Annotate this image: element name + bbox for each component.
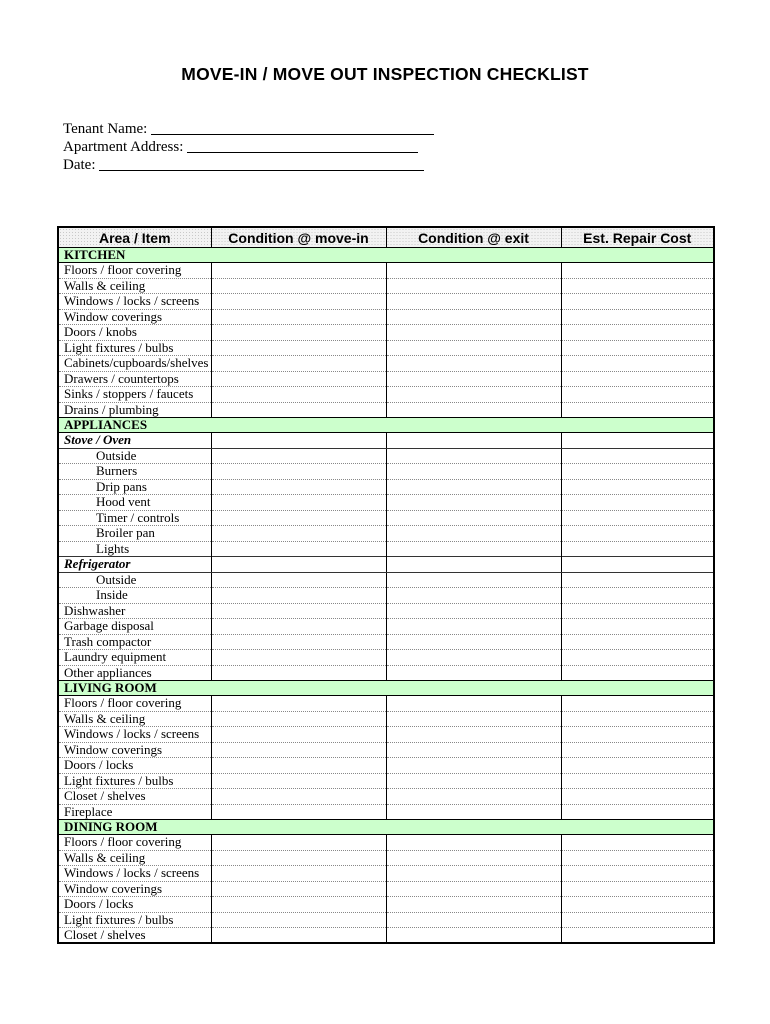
condition-exit-cell[interactable] xyxy=(386,603,561,619)
item-label: Sinks / stoppers / faucets xyxy=(58,387,211,403)
repair-cost-cell[interactable] xyxy=(561,294,714,310)
repair-cost-cell[interactable] xyxy=(561,619,714,635)
item-label: Stove / Oven xyxy=(58,433,211,449)
condition-movein-cell[interactable] xyxy=(211,356,386,372)
repair-cost-cell[interactable] xyxy=(561,464,714,480)
table-row xyxy=(58,278,714,294)
repair-cost-cell[interactable] xyxy=(561,696,714,712)
item-label: Closet / shelves xyxy=(58,928,211,944)
condition-movein-cell[interactable] xyxy=(211,309,386,325)
item-label: Walls & ceiling xyxy=(58,711,211,727)
item-label: Timer / controls xyxy=(58,510,211,526)
item-label: Window coverings xyxy=(58,309,211,325)
table-row xyxy=(58,928,714,944)
item-label: Drawers / countertops xyxy=(58,371,211,387)
condition-exit-cell[interactable] xyxy=(386,711,561,727)
tenant-name-line[interactable] xyxy=(151,122,434,135)
condition-exit-cell[interactable] xyxy=(386,309,561,325)
repair-cost-cell[interactable] xyxy=(561,912,714,928)
condition-exit-cell[interactable] xyxy=(386,773,561,789)
table-row xyxy=(58,789,714,805)
condition-movein-cell[interactable] xyxy=(211,619,386,635)
table-row xyxy=(58,448,714,464)
section-row xyxy=(58,248,714,263)
repair-cost-cell[interactable] xyxy=(561,881,714,897)
condition-exit-cell[interactable] xyxy=(386,928,561,944)
condition-movein-cell[interactable] xyxy=(211,541,386,557)
condition-movein-cell[interactable] xyxy=(211,650,386,666)
section-label: APPLIANCES xyxy=(58,418,714,433)
condition-exit-cell[interactable] xyxy=(386,557,561,573)
condition-exit-cell[interactable] xyxy=(386,572,561,588)
item-label: Doors / locks xyxy=(58,758,211,774)
table-row xyxy=(58,650,714,666)
repair-cost-cell[interactable] xyxy=(561,789,714,805)
repair-cost-cell[interactable] xyxy=(561,634,714,650)
table-row xyxy=(58,696,714,712)
item-label: Trash compactor xyxy=(58,634,211,650)
item-label: Burners xyxy=(58,464,211,480)
repair-cost-cell[interactable] xyxy=(561,541,714,557)
repair-cost-cell[interactable] xyxy=(561,495,714,511)
condition-exit-cell[interactable] xyxy=(386,325,561,341)
condition-movein-cell[interactable] xyxy=(211,479,386,495)
table-row xyxy=(58,325,714,341)
item-label: Walls & ceiling xyxy=(58,278,211,294)
condition-exit-cell[interactable] xyxy=(386,696,561,712)
header-condition-exit: Condition @ exit xyxy=(386,227,561,248)
condition-movein-cell[interactable] xyxy=(211,448,386,464)
repair-cost-cell[interactable] xyxy=(561,650,714,666)
table-row xyxy=(58,340,714,356)
table-row xyxy=(58,758,714,774)
condition-exit-cell[interactable] xyxy=(386,526,561,542)
table-header-row xyxy=(58,227,714,248)
item-label: Windows / locks / screens xyxy=(58,866,211,882)
repair-cost-cell[interactable] xyxy=(561,588,714,604)
table-row xyxy=(58,572,714,588)
table-row xyxy=(58,711,714,727)
table-row xyxy=(58,665,714,681)
repair-cost-cell[interactable] xyxy=(561,928,714,944)
condition-movein-cell[interactable] xyxy=(211,804,386,820)
condition-movein-cell[interactable] xyxy=(211,387,386,403)
table-row xyxy=(58,495,714,511)
tenant-info-form xyxy=(63,120,434,174)
table-row xyxy=(58,742,714,758)
table-row xyxy=(58,309,714,325)
table-row xyxy=(58,387,714,403)
condition-exit-cell[interactable] xyxy=(386,541,561,557)
apartment-address-label: Apartment Address: xyxy=(63,139,184,155)
inspection-table xyxy=(57,226,715,944)
table-row xyxy=(58,464,714,480)
table-row xyxy=(58,356,714,372)
item-label: Drip pans xyxy=(58,479,211,495)
condition-exit-cell[interactable] xyxy=(386,278,561,294)
item-label: Floors / floor covering xyxy=(58,696,211,712)
condition-movein-cell[interactable] xyxy=(211,758,386,774)
table-row xyxy=(58,588,714,604)
table-row xyxy=(58,897,714,913)
repair-cost-cell[interactable] xyxy=(561,387,714,403)
header-repair-cost: Est. Repair Cost xyxy=(561,227,714,248)
repair-cost-cell[interactable] xyxy=(561,557,714,573)
condition-exit-cell[interactable] xyxy=(386,371,561,387)
repair-cost-cell[interactable] xyxy=(561,773,714,789)
table-row xyxy=(58,881,714,897)
item-label: Doors / locks xyxy=(58,897,211,913)
item-label: Walls & ceiling xyxy=(58,850,211,866)
condition-exit-cell[interactable] xyxy=(386,448,561,464)
condition-movein-cell[interactable] xyxy=(211,402,386,418)
table-row xyxy=(58,619,714,635)
repair-cost-cell[interactable] xyxy=(561,479,714,495)
repair-cost-cell[interactable] xyxy=(561,804,714,820)
condition-exit-cell[interactable] xyxy=(386,866,561,882)
item-label: Inside xyxy=(58,588,211,604)
repair-cost-cell[interactable] xyxy=(561,727,714,743)
condition-movein-cell[interactable] xyxy=(211,897,386,913)
condition-exit-cell[interactable] xyxy=(386,650,561,666)
item-label: Windows / locks / screens xyxy=(58,727,211,743)
table-row xyxy=(58,433,714,449)
section-row xyxy=(58,418,714,433)
table-row xyxy=(58,727,714,743)
condition-exit-cell[interactable] xyxy=(386,619,561,635)
table-row xyxy=(58,402,714,418)
table-row xyxy=(58,479,714,495)
condition-movein-cell[interactable] xyxy=(211,464,386,480)
table-row xyxy=(58,866,714,882)
condition-exit-cell[interactable] xyxy=(386,340,561,356)
condition-exit-cell[interactable] xyxy=(386,758,561,774)
repair-cost-cell[interactable] xyxy=(561,402,714,418)
item-label: Closet / shelves xyxy=(58,789,211,805)
condition-movein-cell[interactable] xyxy=(211,928,386,944)
condition-exit-cell[interactable] xyxy=(386,433,561,449)
date-row xyxy=(63,156,434,174)
tenant-name-row xyxy=(63,120,434,138)
condition-exit-cell[interactable] xyxy=(386,510,561,526)
condition-movein-cell[interactable] xyxy=(211,603,386,619)
condition-movein-cell[interactable] xyxy=(211,495,386,511)
table-row xyxy=(58,294,714,310)
repair-cost-cell[interactable] xyxy=(561,309,714,325)
item-label: Light fixtures / bulbs xyxy=(58,912,211,928)
repair-cost-cell[interactable] xyxy=(561,433,714,449)
condition-movein-cell[interactable] xyxy=(211,850,386,866)
condition-exit-cell[interactable] xyxy=(386,263,561,279)
section-row xyxy=(58,681,714,696)
repair-cost-cell[interactable] xyxy=(561,742,714,758)
condition-exit-cell[interactable] xyxy=(386,789,561,805)
item-label: Light fixtures / bulbs xyxy=(58,773,211,789)
item-label: Light fixtures / bulbs xyxy=(58,340,211,356)
condition-exit-cell[interactable] xyxy=(386,356,561,372)
condition-movein-cell[interactable] xyxy=(211,325,386,341)
condition-movein-cell[interactable] xyxy=(211,557,386,573)
item-label: Floors / floor covering xyxy=(58,835,211,851)
condition-movein-cell[interactable] xyxy=(211,588,386,604)
repair-cost-cell[interactable] xyxy=(561,897,714,913)
page-title: MOVE-IN / MOVE OUT INSPECTION CHECKLIST xyxy=(181,64,589,84)
table-row xyxy=(58,804,714,820)
table-row xyxy=(58,371,714,387)
condition-movein-cell[interactable] xyxy=(211,789,386,805)
item-label: Window coverings xyxy=(58,881,211,897)
condition-movein-cell[interactable] xyxy=(211,835,386,851)
item-label: Hood vent xyxy=(58,495,211,511)
condition-movein-cell[interactable] xyxy=(211,912,386,928)
item-label: Other appliances xyxy=(58,665,211,681)
condition-movein-cell[interactable] xyxy=(211,881,386,897)
item-label: Garbage disposal xyxy=(58,619,211,635)
table-row xyxy=(58,526,714,542)
item-label: Lights xyxy=(58,541,211,557)
condition-exit-cell[interactable] xyxy=(386,402,561,418)
condition-movein-cell[interactable] xyxy=(211,371,386,387)
condition-exit-cell[interactable] xyxy=(386,634,561,650)
condition-movein-cell[interactable] xyxy=(211,866,386,882)
item-label: Refrigerator xyxy=(58,557,211,573)
repair-cost-cell[interactable] xyxy=(561,850,714,866)
condition-exit-cell[interactable] xyxy=(386,665,561,681)
item-label: Outside xyxy=(58,572,211,588)
item-label: Drains / plumbing xyxy=(58,402,211,418)
condition-movein-cell[interactable] xyxy=(211,634,386,650)
condition-movein-cell[interactable] xyxy=(211,278,386,294)
table-row xyxy=(58,557,714,573)
repair-cost-cell[interactable] xyxy=(561,510,714,526)
item-label: Laundry equipment xyxy=(58,650,211,666)
section-label: LIVING ROOM xyxy=(58,681,714,696)
condition-exit-cell[interactable] xyxy=(386,479,561,495)
section-label: KITCHEN xyxy=(58,248,714,263)
repair-cost-cell[interactable] xyxy=(561,325,714,341)
repair-cost-cell[interactable] xyxy=(561,448,714,464)
condition-exit-cell[interactable] xyxy=(386,912,561,928)
tenant-name-label: Tenant Name: xyxy=(63,121,148,137)
condition-exit-cell[interactable] xyxy=(386,804,561,820)
section-row xyxy=(58,820,714,835)
table-row xyxy=(58,263,714,279)
condition-movein-cell[interactable] xyxy=(211,572,386,588)
condition-movein-cell[interactable] xyxy=(211,263,386,279)
condition-movein-cell[interactable] xyxy=(211,526,386,542)
condition-movein-cell[interactable] xyxy=(211,742,386,758)
condition-exit-cell[interactable] xyxy=(386,387,561,403)
table-row xyxy=(58,634,714,650)
item-label: Doors / knobs xyxy=(58,325,211,341)
repair-cost-cell[interactable] xyxy=(561,866,714,882)
section-label: DINING ROOM xyxy=(58,820,714,835)
table-row xyxy=(58,773,714,789)
date-line[interactable] xyxy=(99,158,424,171)
header-area-item: Area / Item xyxy=(58,227,211,248)
condition-exit-cell[interactable] xyxy=(386,588,561,604)
repair-cost-cell[interactable] xyxy=(561,263,714,279)
condition-exit-cell[interactable] xyxy=(386,727,561,743)
item-label: Outside xyxy=(58,448,211,464)
condition-movein-cell[interactable] xyxy=(211,696,386,712)
item-label: Cabinets/cupboards/shelves xyxy=(58,356,211,372)
repair-cost-cell[interactable] xyxy=(561,835,714,851)
apartment-address-line[interactable] xyxy=(187,140,418,153)
condition-movein-cell[interactable] xyxy=(211,727,386,743)
condition-movein-cell[interactable] xyxy=(211,711,386,727)
condition-movein-cell[interactable] xyxy=(211,340,386,356)
item-label: Broiler pan xyxy=(58,526,211,542)
table-row xyxy=(58,510,714,526)
item-label: Dishwasher xyxy=(58,603,211,619)
condition-exit-cell[interactable] xyxy=(386,464,561,480)
condition-exit-cell[interactable] xyxy=(386,835,561,851)
repair-cost-cell[interactable] xyxy=(561,665,714,681)
table-row xyxy=(58,603,714,619)
item-label: Window coverings xyxy=(58,742,211,758)
repair-cost-cell[interactable] xyxy=(561,758,714,774)
table-row xyxy=(58,912,714,928)
repair-cost-cell[interactable] xyxy=(561,278,714,294)
condition-exit-cell[interactable] xyxy=(386,881,561,897)
condition-exit-cell[interactable] xyxy=(386,495,561,511)
condition-movein-cell[interactable] xyxy=(211,433,386,449)
table-row xyxy=(58,835,714,851)
condition-movein-cell[interactable] xyxy=(211,294,386,310)
checklist-table-body xyxy=(58,248,714,944)
repair-cost-cell[interactable] xyxy=(561,603,714,619)
repair-cost-cell[interactable] xyxy=(561,526,714,542)
date-label: Date: xyxy=(63,157,96,173)
table-row xyxy=(58,541,714,557)
repair-cost-cell[interactable] xyxy=(561,371,714,387)
table-row xyxy=(58,850,714,866)
item-label: Fireplace xyxy=(58,804,211,820)
condition-movein-cell[interactable] xyxy=(211,773,386,789)
repair-cost-cell[interactable] xyxy=(561,356,714,372)
condition-exit-cell[interactable] xyxy=(386,742,561,758)
apartment-address-row xyxy=(63,138,434,156)
repair-cost-cell[interactable] xyxy=(561,711,714,727)
condition-exit-cell[interactable] xyxy=(386,294,561,310)
condition-exit-cell[interactable] xyxy=(386,897,561,913)
repair-cost-cell[interactable] xyxy=(561,340,714,356)
item-label: Windows / locks / screens xyxy=(58,294,211,310)
item-label: Floors / floor covering xyxy=(58,263,211,279)
repair-cost-cell[interactable] xyxy=(561,572,714,588)
condition-exit-cell[interactable] xyxy=(386,850,561,866)
header-condition-movein: Condition @ move-in xyxy=(211,227,386,248)
condition-movein-cell[interactable] xyxy=(211,665,386,681)
condition-movein-cell[interactable] xyxy=(211,510,386,526)
